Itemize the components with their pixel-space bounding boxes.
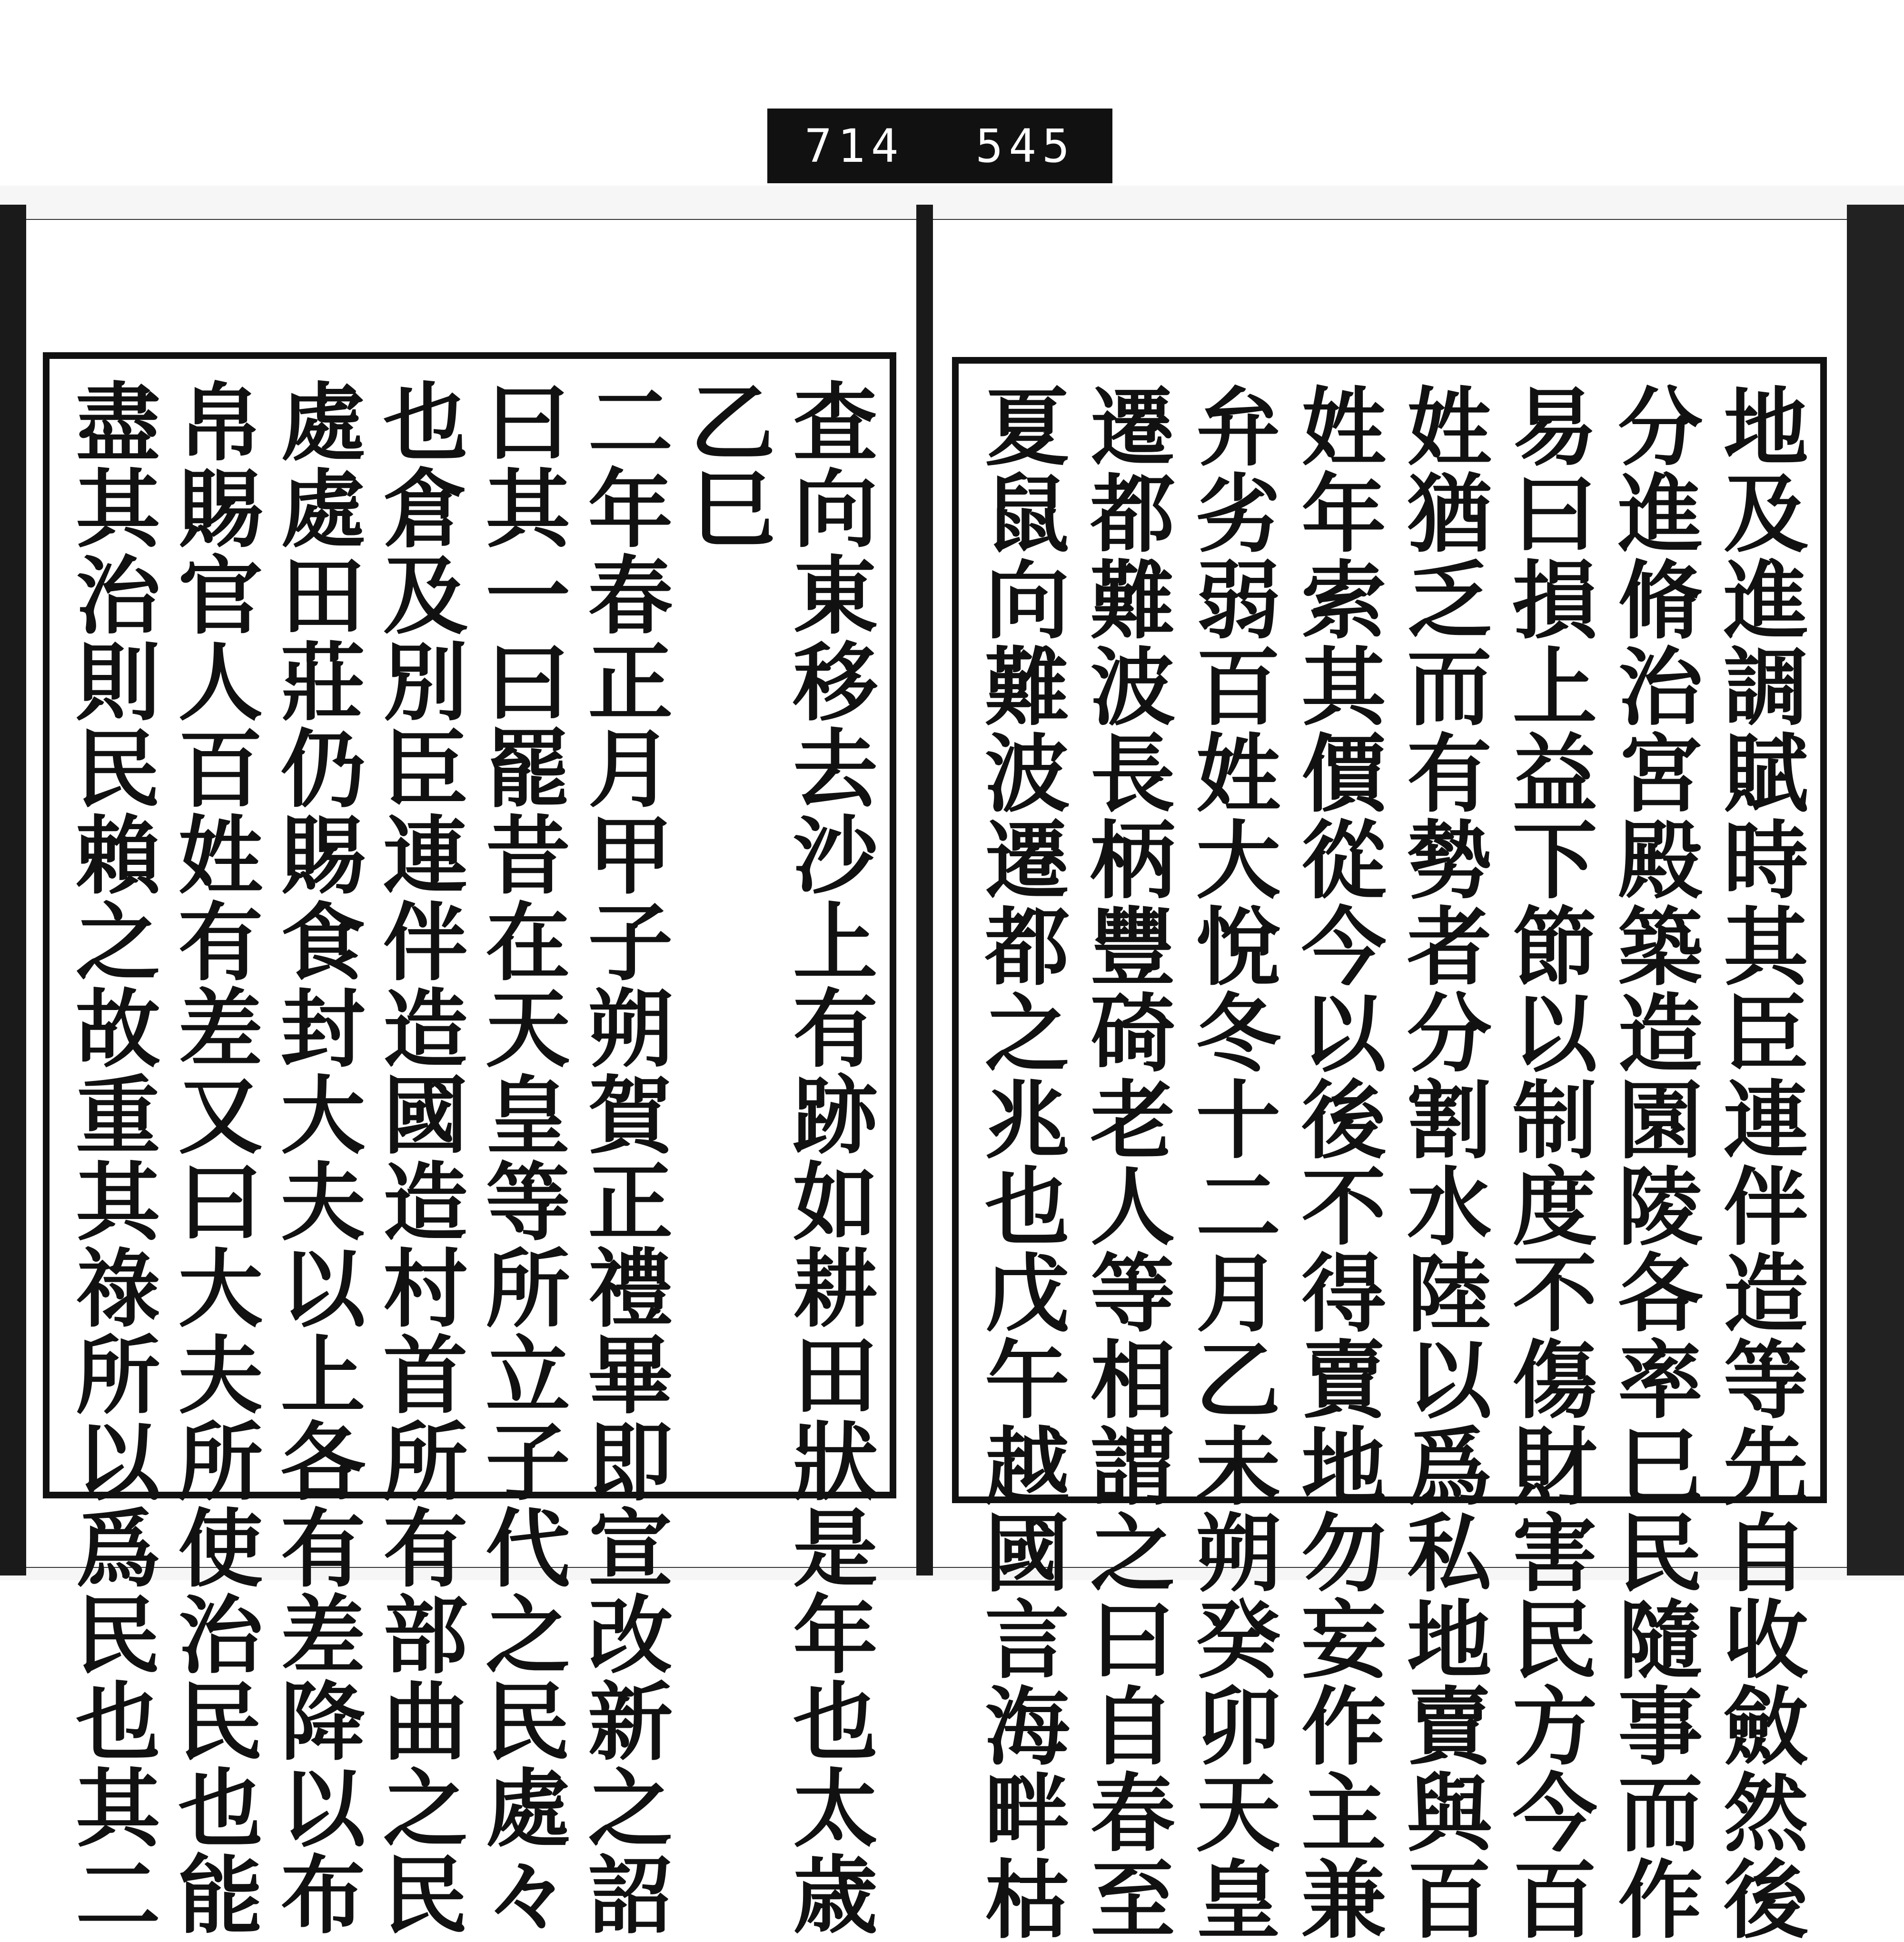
left-text-columns [50,359,890,1937]
right-text-columns [959,364,1820,1942]
right-column-6: 弁劣弱百姓大悅冬十二月乙未朔癸卯天皇 [1181,383,1281,1942]
left-column-8: 盡其治則民賴之故重其祿所以爲民也其二 [61,378,161,1937]
label-number-left: 714 [804,119,904,173]
label-number-right: 545 [975,119,1075,173]
book-gutter [916,205,933,1575]
left-text-frame [43,352,896,1937]
left-column-3: 二年春正月甲子朔賀正禮畢即宣改新之詔 [574,378,674,1937]
right-column-1: 地及進調賦時其臣連伴造等先自收斂然後 [1709,383,1809,1942]
right-text-frame [952,357,1827,1942]
left-column-5: 也倉及別臣連伴造國造村首所有部曲之民 [368,378,468,1937]
left-column-6: 處處田莊仍賜食封大夫以上各有差降以布 [266,378,366,1937]
book-left-edge [0,205,26,1575]
left-column-4: 曰其一曰罷昔在天皇等所立子代之民處々 [471,378,571,1937]
right-column-8: 夏鼠向難波遷都之兆也戊午越國言海畔枯 [971,383,1070,1942]
left-column-2: 乙巳 [676,378,776,551]
accession-number-label [767,109,1112,183]
right-column-4: 姓猶乏而有勢者分割水陸以爲私地賣與百 [1392,383,1492,1942]
left-column-7: 帛賜官人百姓有差又曰大夫所使治民也能 [164,378,264,1937]
right-column-2: 分進脩治宮殿築造園陵各率巳民隨事而作 [1604,383,1704,1942]
left-column-1: 査向東移去沙上有跡如耕田狀是年也太歳 [778,378,878,1937]
right-column-7: 遷都難波長柄豐碕老人等相謂之曰自春至 [1076,383,1176,1942]
right-column-5: 姓年索其價從今以後不得賣地勿妄作主兼 [1287,383,1387,1942]
book-right-edge [1847,205,1904,1575]
right-column-3: 易曰損上益下節以制度不傷財害民方今百 [1498,383,1598,1942]
